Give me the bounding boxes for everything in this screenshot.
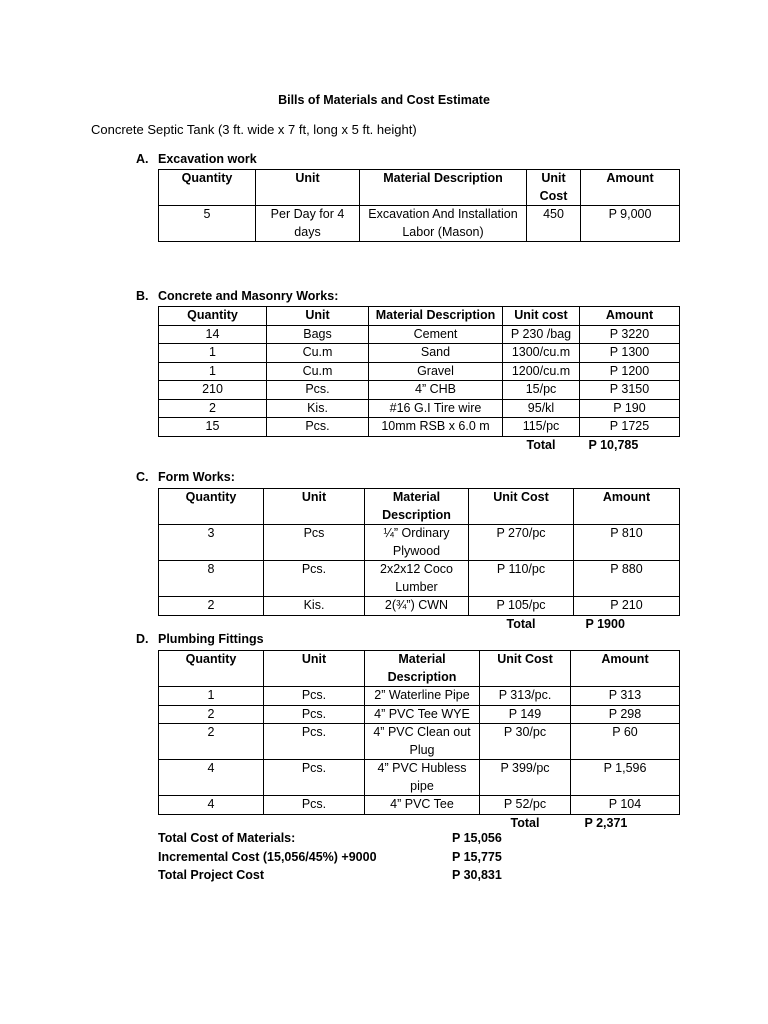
total-value: P 2,371 (584, 815, 628, 830)
header-cell: Unit (267, 307, 369, 326)
table-cell: P 110/pc (469, 561, 574, 597)
section-letter: D. (136, 632, 149, 646)
section-c-heading (136, 470, 235, 484)
summary-value: P 30,831 (452, 868, 502, 882)
table-cell: P 880 (574, 561, 680, 597)
table-cell: P 230 /bag (503, 325, 580, 344)
table-form-works (158, 488, 680, 633)
header-cell: Amount (574, 489, 680, 525)
table-cell: P 104 (571, 796, 680, 815)
table-row (159, 325, 680, 344)
header-cell: Quantity (159, 651, 264, 687)
header-cell: Unit (264, 651, 365, 687)
section-letter: C. (136, 470, 149, 484)
table-cell: Pcs. (264, 687, 365, 706)
table-cell: 1 (159, 362, 267, 381)
table-cell: Pcs. (267, 418, 369, 437)
table-cell: 4” PVC Tee WYE (365, 705, 480, 724)
table-cell: 210 (159, 381, 267, 400)
table-cell: P 399/pc (480, 760, 571, 796)
table-cell: P 30/pc (480, 724, 571, 760)
table-cell: 1300/cu.m (503, 344, 580, 363)
summary-value: P 15,056 (452, 831, 502, 845)
table-cell: 15/pc (503, 381, 580, 400)
header-cell: Material Description (365, 489, 469, 525)
table-cell: Cu.m (267, 344, 369, 363)
header-cell: Quantity (159, 489, 264, 525)
section-a-heading (136, 152, 257, 166)
header-cell: Unit Cost (469, 489, 574, 525)
table-cell: 95/kl (503, 399, 580, 418)
table-cell: 4 (159, 760, 264, 796)
table-cell: Sand (369, 344, 503, 363)
table-concrete-masonry (158, 306, 680, 454)
header-cell: Quantity (159, 307, 267, 326)
section-letter: A. (136, 152, 149, 166)
header-cell: Amount (580, 307, 680, 326)
table-cell: P 3150 (580, 381, 680, 400)
table-cell: P 1300 (580, 344, 680, 363)
table-cell: 450 (527, 206, 581, 242)
table-cell: P 60 (571, 724, 680, 760)
document-title: Bills of Materials and Cost Estimate (278, 93, 490, 107)
table-cell: P 3220 (580, 325, 680, 344)
summary-value: P 15,775 (452, 850, 502, 864)
table-cell: P 210 (574, 597, 680, 616)
table-cell: 1 (159, 344, 267, 363)
table-cell: 2” Waterline Pipe (365, 687, 480, 706)
summary-label: Total Project Cost (158, 868, 265, 882)
section-name: Form Works: (158, 470, 235, 484)
table-cell: P 105/pc (469, 597, 574, 616)
table-cell: P 313 (571, 687, 680, 706)
total-row (159, 615, 680, 633)
table-excavation (158, 169, 680, 242)
table-row (159, 724, 680, 760)
table-cell: Bags (267, 325, 369, 344)
table-cell: 1200/cu.m (503, 362, 580, 381)
table-row (159, 418, 680, 437)
document-subtitle: Concrete Septic Tank (3 ft. wide x 7 ft, long x 5 ft. height) (91, 122, 417, 137)
total-row (159, 436, 680, 454)
table-cell: 4 (159, 796, 264, 815)
table-row (159, 206, 680, 242)
header-cell: Unit cost (503, 307, 580, 326)
table-cell: 4” CHB (369, 381, 503, 400)
table-cell: P 810 (574, 525, 680, 561)
table-cell: 4” PVC Hubless pipe (365, 760, 480, 796)
header-cell: Quantity (159, 170, 256, 206)
summary-label: Incremental Cost (15,056/45%) +9000 (158, 850, 377, 864)
table-cell: Kis. (267, 399, 369, 418)
table-cell: P 313/pc. (480, 687, 571, 706)
table-cell: 4” PVC Clean out Plug (365, 724, 480, 760)
table-cell: Pcs. (264, 724, 365, 760)
table-cell: 2 (159, 705, 264, 724)
table-cell: P 52/pc (480, 796, 571, 815)
table-header-row (159, 307, 680, 326)
table-cell: 3 (159, 525, 264, 561)
table-plumbing-fittings (158, 650, 680, 832)
table-cell: Pcs. (264, 705, 365, 724)
header-cell: Amount (581, 170, 680, 206)
table-cell: Pcs. (264, 561, 365, 597)
table-row (159, 561, 680, 597)
table-cell: 14 (159, 325, 267, 344)
table-cell: Gravel (369, 362, 503, 381)
header-cell: Material Description (360, 170, 527, 206)
table-cell: Cement (369, 325, 503, 344)
total-row (159, 814, 680, 832)
section-letter: B. (136, 289, 149, 303)
table-header-row (159, 489, 680, 525)
section-b-heading (136, 289, 338, 303)
table-cell: P 9,000 (581, 206, 680, 242)
section-name: Plumbing Fittings (158, 632, 264, 646)
total-value: P 1900 (585, 616, 625, 631)
table-cell: 2 (159, 399, 267, 418)
table-row (159, 760, 680, 796)
table-cell: Cu.m (267, 362, 369, 381)
table-cell: 4” PVC Tee (365, 796, 480, 815)
table-cell: Pcs (264, 525, 365, 561)
header-cell: Unit (256, 170, 360, 206)
section-name: Excavation work (158, 152, 257, 166)
table-cell: P 1200 (580, 362, 680, 381)
table-cell: 2x2x12 Coco Lumber (365, 561, 469, 597)
table-cell: Pcs. (267, 381, 369, 400)
table-cell: Per Day for 4 days (256, 206, 360, 242)
header-cell: Unit Cost (527, 170, 581, 206)
table-cell: P 298 (571, 705, 680, 724)
table-row (159, 362, 680, 381)
table-cell: P 1725 (580, 418, 680, 437)
total-value: P 10,785 (588, 437, 639, 452)
section-d-heading (136, 632, 264, 646)
total-label: Total (506, 616, 536, 631)
table-row (159, 597, 680, 616)
table-cell: 2 (159, 724, 264, 760)
table-row (159, 705, 680, 724)
table-cell: #16 G.I Tire wire (369, 399, 503, 418)
table-row (159, 399, 680, 418)
table-cell: Pcs. (264, 796, 365, 815)
section-name: Concrete and Masonry Works: (158, 289, 339, 303)
table-cell: 2 (159, 597, 264, 616)
table-cell: 115/pc (503, 418, 580, 437)
table-cell: 5 (159, 206, 256, 242)
header-cell: Amount (571, 651, 680, 687)
table-cell: ¼” Ordinary Plywood (365, 525, 469, 561)
table-cell: 10mm RSB x 6.0 m (369, 418, 503, 437)
header-cell: Unit (264, 489, 365, 525)
summary-label: Total Cost of Materials: (158, 831, 296, 845)
header-cell: Material Description (369, 307, 503, 326)
table-row (159, 796, 680, 815)
table-row (159, 525, 680, 561)
table-cell: 1 (159, 687, 264, 706)
table-cell: Pcs. (264, 760, 365, 796)
table-cell: P 190 (580, 399, 680, 418)
table-cell: P 270/pc (469, 525, 574, 561)
table-cell: Kis. (264, 597, 365, 616)
table-header-row (159, 170, 680, 206)
table-cell: Excavation And Installation Labor (Mason) (360, 206, 527, 242)
table-cell: P 1,596 (571, 760, 680, 796)
total-label: Total (510, 815, 540, 830)
table-header-row (159, 651, 680, 687)
header-cell: Material Description (365, 651, 480, 687)
table-cell: P 149 (480, 705, 571, 724)
table-row (159, 344, 680, 363)
table-cell: 2(¾”) CWN (365, 597, 469, 616)
table-cell: 8 (159, 561, 264, 597)
table-row (159, 381, 680, 400)
table-cell: 15 (159, 418, 267, 437)
header-cell: Unit Cost (480, 651, 571, 687)
table-row (159, 687, 680, 706)
total-label: Total (526, 437, 556, 452)
